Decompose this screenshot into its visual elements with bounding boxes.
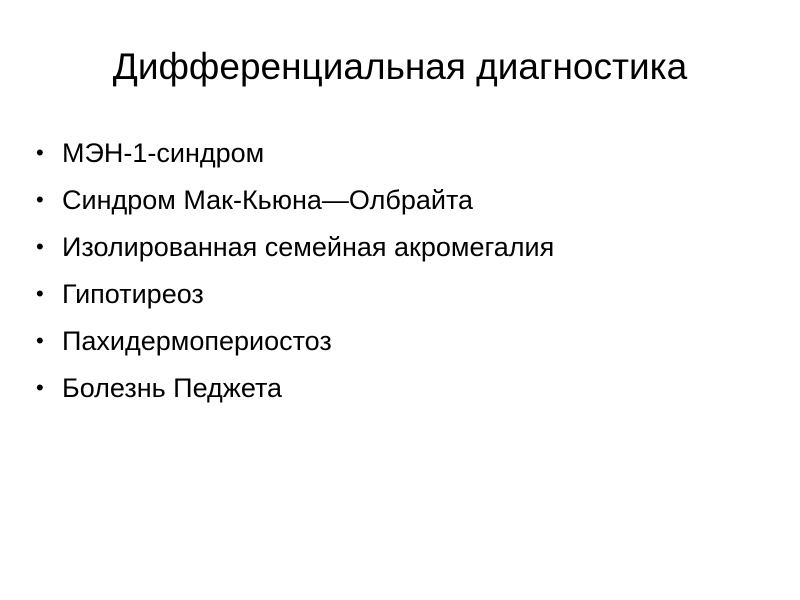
list-item-label: МЭН-1-синдром [62,138,265,168]
bullet-marker-icon: • [36,328,44,353]
list-item [36,234,776,261]
bullet-list [36,140,776,422]
list-item [36,281,776,308]
list-item [36,328,776,355]
list-item-label: Синдром Мак-Кьюна—Олбрайта [62,185,474,215]
page-title: Дифференциальная диагностика [112,45,688,87]
list-item [36,140,776,167]
bullet-marker-icon: • [36,281,44,306]
list-item [36,375,776,402]
bullet-marker-icon: • [36,375,44,400]
list-item-label: Изолированная семейная акромегалия [62,232,555,262]
bullet-marker-icon: • [36,140,44,165]
list-item-label: Пахидермопериостоз [62,326,332,356]
bullet-marker-icon: • [36,187,44,212]
list-item-label: Гипотиреоз [62,279,204,309]
list-item [36,187,776,214]
list-item-label: Болезнь Педжета [62,373,283,403]
bullet-marker-icon: • [36,234,44,259]
